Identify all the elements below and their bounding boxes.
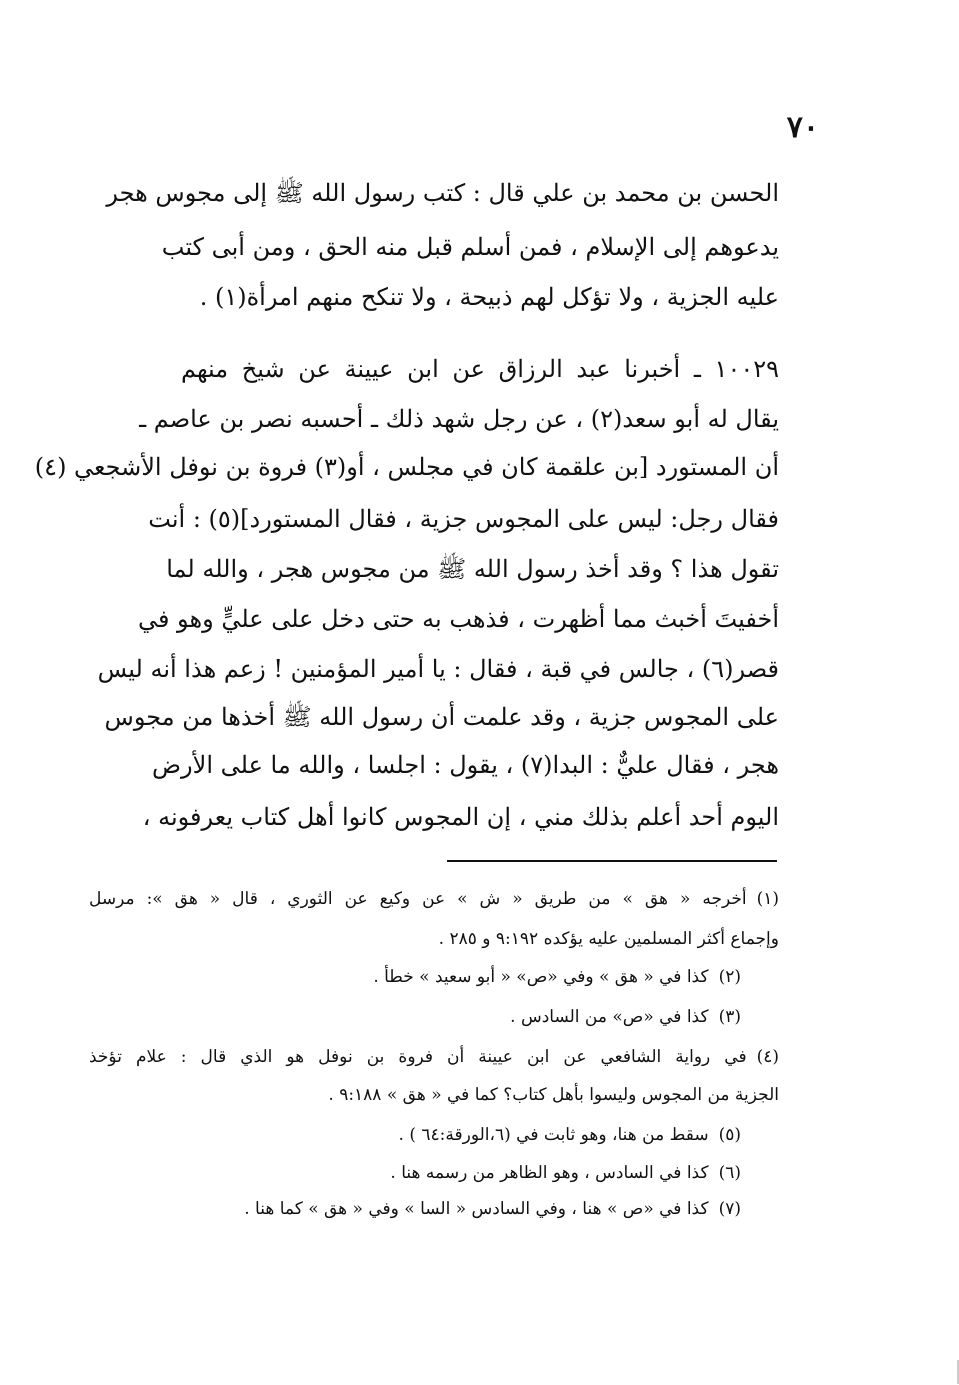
footnote-text: كذا في «ص » هنا ، وفي السادس « السا » وفي « هق » كما هنا . — [244, 1199, 709, 1219]
footnote-text: كذا في السادس ، وهو الظاهر من رسمه هنا . — [390, 1163, 709, 1183]
paragraph-line: اليوم أحد أعلم بذلك مني ، إن المجوس كانوا أهل كتاب يعرفونه ، — [142, 803, 779, 831]
paragraph-line: على المجوس جزية ، وقد علمت أن رسول الله ﷺ أخذها من مجوس — [104, 703, 779, 731]
paragraph-line: قصر(٦) ، جالس في قبة ، فقال : يا أمير المؤمنين ! زعم هذا أنه ليس — [97, 655, 779, 683]
paragraph-line: أن المستورد [بن علقمة كان في مجلس ، أو(٣) فروة بن نوفل الأشجعي (٤) — [34, 453, 779, 481]
footnote-marker: (١) — [756, 889, 779, 909]
footnote-marker: (٣) — [718, 1007, 741, 1027]
footnote-4 — [89, 1042, 779, 1072]
paragraph-line: هجر ، فقال عليٌّ : البدا(٧) ، يقول : اجلسا ، والله ما على الأرض — [152, 751, 779, 779]
footnote-marker: (٢) — [718, 967, 741, 987]
footnote-7 — [244, 1194, 741, 1224]
page-number: ٧٠ — [786, 110, 819, 145]
paragraph-line: الحسن بن محمد بن علي قال : كتب رسول الله ﷺ إلى مجوس هجر — [106, 179, 779, 207]
paragraph-line: عليه الجزية ، ولا تؤكل لهم ذبيحة ، ولا تنكح منهم امرأة(١) . — [199, 283, 779, 311]
paragraph-line: ١٠٠٢٩ ـ أخبرنا عبد الرزاق عن ابن عيينة عن شيخ منهم — [181, 355, 779, 383]
paragraph-line: أخفيتَ أخبث مما أظهرت ، فذهب به حتى دخل على عليٍّ وهو في — [137, 605, 779, 633]
footnote-text: كذا في « هق » وفي «ص» « أبو سعيد » خطأ . — [373, 967, 709, 987]
footnote-marker: (٤) — [756, 1047, 779, 1067]
footnote-3 — [510, 1002, 741, 1032]
footnote-marker: (٥) — [718, 1125, 741, 1145]
footnote-text: في رواية الشافعي عن ابن عيينة أن فروة بن نوفل هو الذي قال : علام تؤخذ — [89, 1047, 747, 1067]
footnote-marker: (٧) — [718, 1199, 741, 1219]
footnote-4-continuation: الجزية من المجوس وليسوا بأهل كتاب؟ كما في « هق » ٩:١٨٨ . — [328, 1085, 779, 1105]
footnote-divider — [447, 860, 777, 862]
footnote-text: سقط من هنا، وهو ثابت في (٦،الورقة:٦٤ ) . — [398, 1125, 709, 1145]
paragraph-line: تقول هذا ؟ وقد أخذ رسول الله ﷺ من مجوس هجر ، والله لما — [166, 555, 779, 583]
footnote-1 — [89, 884, 779, 914]
paragraph-line: يقال له أبو سعد(٢) ، عن رجل شهد ذلك ـ أحسبه نصر بن عاصم ـ — [139, 405, 779, 433]
footnote-5 — [399, 1120, 741, 1150]
footnote-2 — [373, 962, 741, 992]
footnote-marker: (٦) — [718, 1163, 741, 1183]
paragraph-line: يدعوهم إلى الإسلام ، فمن أسلم قبل منه الحق ، ومن أبى كتب — [161, 233, 779, 261]
footnote-6 — [390, 1158, 741, 1188]
paragraph-line: فقال رجل: ليس على المجوس جزية ، فقال المستورد](٥) : أنت — [148, 505, 779, 533]
footnote-text: أخرجه « هق » من طريق « ش » عن وكيع عن الثوري ، قال « هق »: مرسل — [89, 889, 747, 909]
footnote-text: كذا في «ص» من السادس . — [510, 1007, 709, 1027]
footnote-1-continuation: وإجماع أكثر المسلمين عليه يؤكده ٩:١٩٢ و ٢٨٥ . — [438, 929, 779, 949]
